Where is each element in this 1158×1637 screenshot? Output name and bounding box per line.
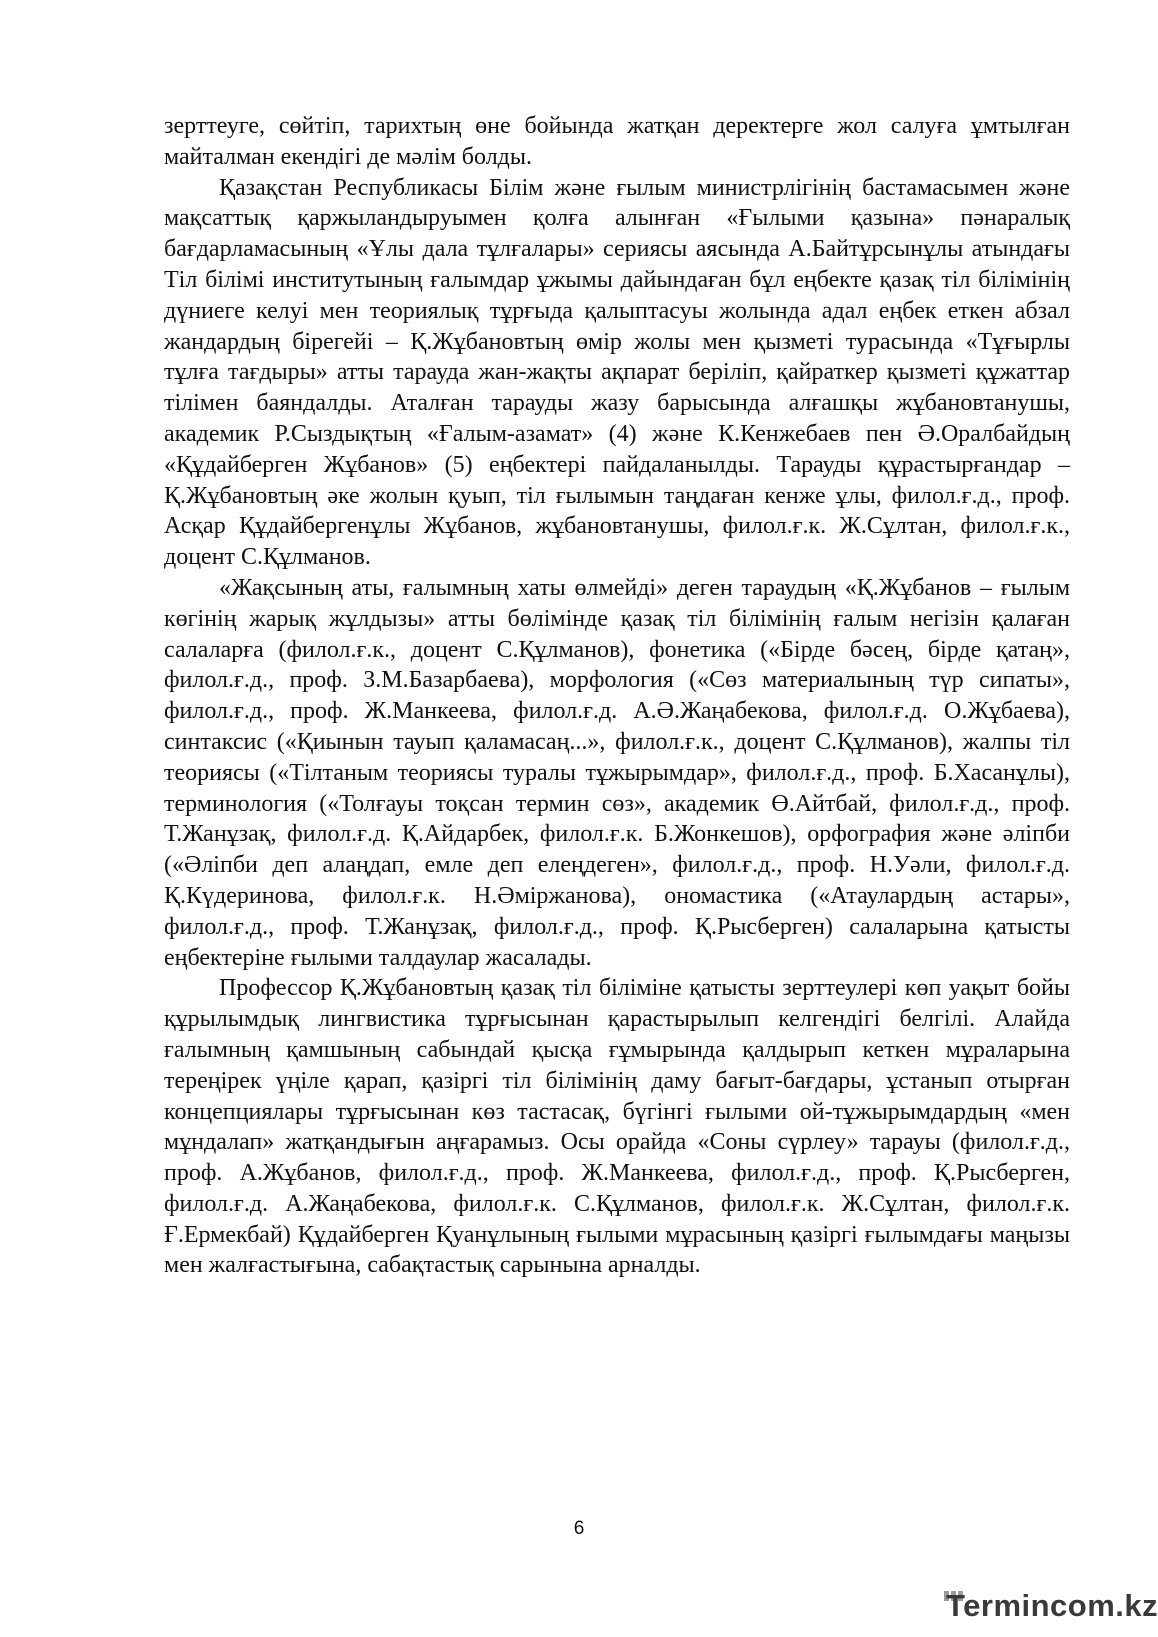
paragraph: Қазақстан Республикасы Білім және ғылым министрлігінің бастамасымен және мақсаттық қаржыландыруымен қолға алынған «Ғылыми қазына» пәнаралық бағдарламасының «Ұлы дала тұлғалары» сериясы аясында А.Байтұрсынұлы атындағы Тіл білімі институтының ғалымдар ұжымы дайындаған бұл еңбекте қазақ тіл білімінің дүниеге келуі мен теориялық тұрғыда қалыптасуы жолында адал еңбек еткен абзал жандардың бірегейі – Қ.Жұбановтың өмір жолы мен қызметі турасында «Тұғырлы тұлға тағдыры» атты тарауда жан-жақты ақпарат беріліп, қайраткер қызметі құжаттар тілімен баяндалды. Аталған тарауды жазу барысында алғашқы жұбановтанушы, академик Р.Сыздықтың «Ғалым-азамат» (4) және К.Кенжебаев пен Ә.Оралбайдың «Құдайберген Жұбанов» (5) еңбектері пайдаланылды. Тарауды құрастырғандар – Қ.Жұбановтың әке жолын қуып, тіл ғылымын таңдаған кенже ұлы, филол.ғ.д., проф. Асқар Құдайбергенұлы Жұбанов, жұбановтанушы, филол.ғ.к. Ж.Сұлтан, филол.ғ.к., доцент С.Құлманов. (164, 174, 1070, 571)
watermark-logo (944, 1585, 1158, 1627)
paragraph: Профессор Қ.Жұбановтың қазақ тіл біліміне қатысты зерттеулері көп уақыт бойы құрылымдық лингвистика тұрғысынан қарастырылып келгендігі белгілі. Алайда ғалымның қамшының сабындай қысқа ғұмырында қалдырып кеткен мұраларына тереңірек үңіле қарап, қазіргі тіл білімінің даму бағыт-бағдары, ұстанып отырған концепциялары тұрғысынан көз тастасақ, бүгінгі ғылыми ой-тұжырымдардың «мен мұндалап» жатқандығын аңғарамыз. Осы орайда «Соны сүрлеу» тарауы (филол.ғ.д., проф. А.Жұбанов, филол.ғ.д., проф. Ж.Манкеева, филол.ғ.д., проф. Қ.Рысберген, филол.ғ.д. А.Жаңабекова, филол.ғ.к. С.Құлманов, филол.ғ.к. Ж.Сұлтан, филол.ғ.к. Ғ.Ермекбай) Құдайберген Қуанұлының ғылыми мұрасының қазіргі ғылымдағы маңызы мен жалғастығына, сабақтастық сарынына арналды. (164, 975, 1070, 1279)
watermark-text: Termincom.kz (946, 1588, 1158, 1623)
document-body (164, 111, 1070, 1281)
page-number: 6 (573, 1518, 585, 1539)
paragraph: «Жақсының аты, ғалымның хаты өлмейді» деген тараудың «Қ.Жұбанов – ғылым көгінің жарық жұлдызы» атты бөлімінде қазақ тіл білімінің ғалым негізін қалаған салаларға (филол.ғ.к., доцент С.Құлманов), фонетика («Бірде бәсең, бірде қатаң», филол.ғ.д., проф. З.М.Базарбаева), морфология («Сөз материалының түр сипаты», филол.ғ.д., проф. Ж.Манкеева, филол.ғ.д. А.Ә.Жаңабекова, филол.ғ.д. О.Жұбаева), синтаксис («Қиынын тауып қаламасаң...», филол.ғ.к., доцент С.Құлманов), жалпы тіл теориясы («Тілтаным теориясы туралы тұжырымдар», филол.ғ.д., проф. Б.Хасанұлы), терминология («Толғауы тоқсан термин сөз», академик Ө.Айтбай, филол.ғ.д., проф. Т.Жанұзақ, филол.ғ.д. Қ.Айдарбек, филол.ғ.к. Б.Жонкешов), орфография және әліпби («Әліпби деп алаңдап, емле деп елеңдеген», филол.ғ.д., проф. Н.Уәли, филол.ғ.д. Қ.Күдеринова, филол.ғ.к. Н.Әміржанова), ономастика («Атаулардың астары», филол.ғ.д., проф. Т.Жанұзақ, филол.ғ.д., проф. Қ.Рысберген) салаларына қатысты еңбектеріне ғылыми талдаулар жасалады. (164, 574, 1070, 971)
paragraph-continuation: зерттеуге, сөйтіп, тарихтың өне бойында жатқан деректерге жол салуға ұмтылған майталман екендігі де мәлім болды. (164, 113, 1070, 170)
